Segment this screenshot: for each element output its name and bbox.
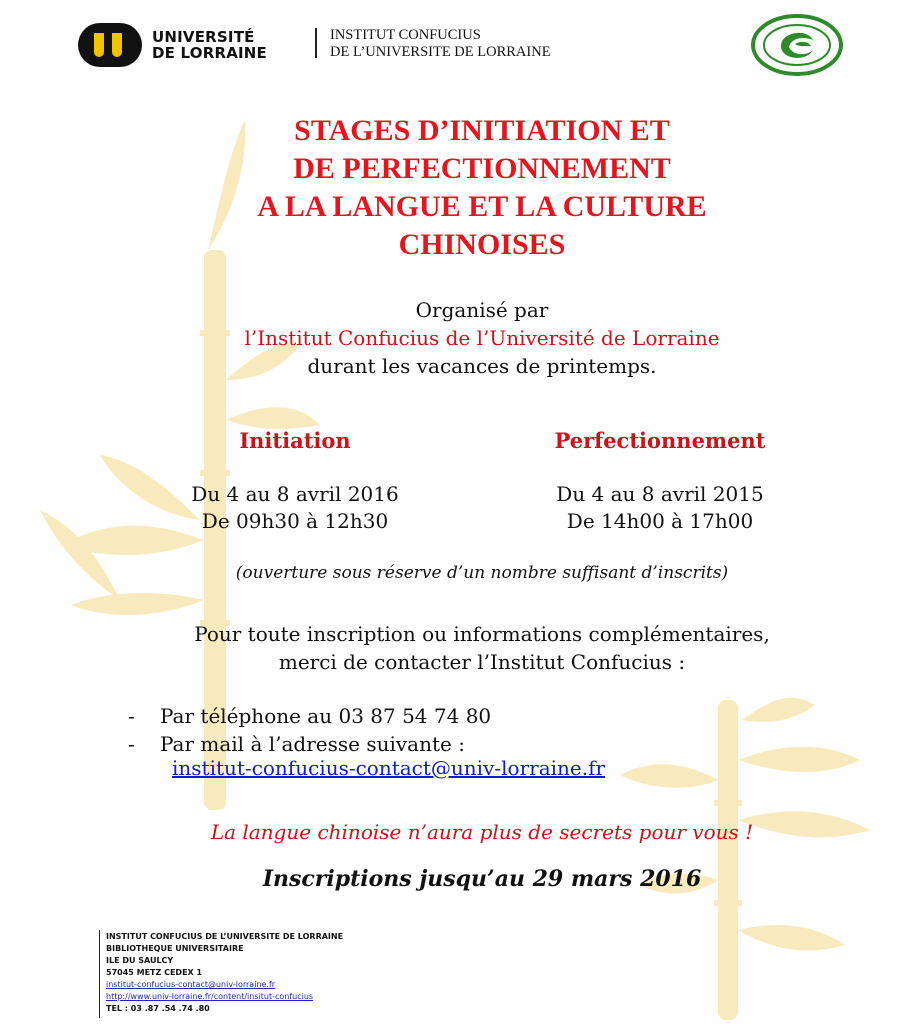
contact-methods-list (128, 702, 491, 758)
session-initiation-heading: Initiation (239, 428, 351, 453)
institute-name (330, 27, 551, 61)
institute-name-line-2: DE L’UNIVERSITE DE LORRAINE (330, 44, 551, 60)
institute-name-line-1: INSTITUT CONFUCIUS (330, 27, 481, 43)
list-item (128, 702, 491, 730)
footer-address (106, 931, 343, 1015)
footer-street: ILE DU SAULCY (106, 956, 174, 965)
session-initiation-dates: Du 4 au 8 avril 2016 (191, 482, 399, 506)
title-line-4: CHINOISES (398, 228, 566, 261)
footer-org: INSTITUT CONFUCIUS DE L’UNIVERSITE DE LORRAINE (106, 932, 344, 941)
session-perfectionnement-heading: Perfectionnement (554, 428, 766, 453)
confucius-institute-seal-icon (751, 14, 843, 76)
header-divider (315, 28, 317, 58)
title-line-3: A LA LANGUE ET LA CULTURE (257, 190, 707, 223)
universite-de-lorraine-logo (78, 20, 278, 70)
ul-logo-icon (78, 23, 142, 67)
poster-title (0, 112, 924, 264)
session-perfectionnement-dates: Du 4 au 8 avril 2015 (556, 482, 764, 506)
footer-building: BIBLIOTHEQUE UNIVERSITAIRE (106, 944, 244, 953)
title-line-2: DE PERFECTIONNEMENT (293, 152, 671, 185)
registration-deadline: Inscriptions jusqu’au 29 mars 2016 (262, 866, 702, 892)
contact-intro (0, 620, 924, 676)
organizer-period: durant les vacances de printemps. (307, 354, 657, 378)
session-initiation-hours: De 09h30 à 12h30 (201, 509, 389, 533)
organizer-block (0, 296, 924, 380)
bullet-dash: - (128, 704, 135, 728)
organizer-name: l’Institut Confucius de l’Université de Lorraine (244, 326, 720, 350)
tagline: La langue chinoise n’aura plus de secrets pour vous ! (210, 820, 754, 844)
enrollment-note: (ouverture sous réserve d’un nombre suffisant d’inscrits) (235, 563, 729, 583)
footer-city: 57045 METZ CEDEX 1 (106, 968, 203, 977)
list-item (128, 730, 491, 758)
footer-divider (99, 930, 100, 1018)
university-name-line-2: DE LORRAINE (152, 44, 267, 62)
contact-intro-line-2: merci de contacter l’Institut Confucius : (278, 650, 686, 674)
contact-email-link[interactable]: institut-confucius-contact@univ-lorraine.fr (172, 756, 606, 780)
contact-mail-intro: Par mail à l’adresse suivante : (160, 732, 465, 756)
footer-email-link[interactable]: institut-confucius-contact@univ-lorraine.fr (106, 980, 276, 989)
university-name-line-1: UNIVERSITÉ (152, 28, 255, 46)
organizer-intro: Organisé par (415, 298, 549, 322)
footer-phone: TEL : 03 .87 .54 .74 .80 (106, 1004, 210, 1013)
contact-phone: Par téléphone au 03 87 54 74 80 (160, 704, 492, 728)
footer-website-link[interactable]: http://www.univ-lorraine.fr/content/insitut-confucius (106, 992, 314, 1001)
university-name (152, 29, 267, 61)
contact-intro-line-1: Pour toute inscription ou informations complémentaires, (194, 622, 770, 646)
session-initiation-details (160, 481, 430, 535)
session-perfectionnement-hours: De 14h00 à 17h00 (566, 509, 754, 533)
title-line-1: STAGES D’INITIATION ET (294, 114, 670, 147)
bullet-dash: - (128, 732, 135, 756)
session-perfectionnement-details (520, 481, 800, 535)
